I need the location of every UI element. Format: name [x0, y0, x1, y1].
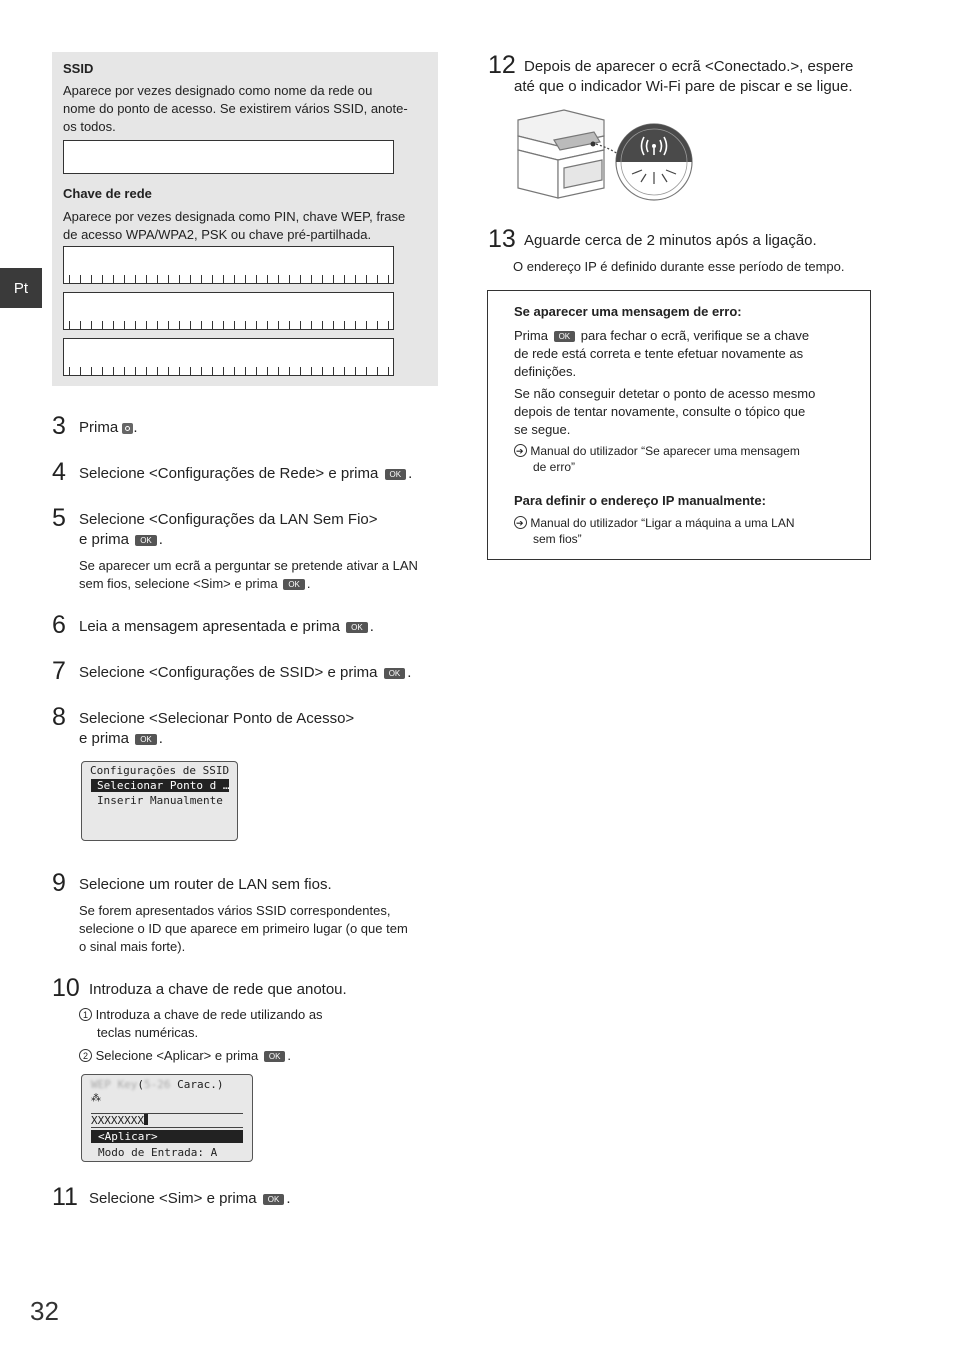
error-paragraph-1: Prima OK para fechar o ecrã, verifique se a chave de rede está correta e tente efetuar novamente as definições. [514, 328, 810, 379]
step-7-text: Selecione <Configurações de SSID> e prima OK . [79, 664, 412, 681]
step-4-text: Selecione <Configurações de Rede> e prima OK . [79, 465, 413, 482]
language-tab: Pt [0, 268, 42, 308]
ssid-title: SSID [63, 61, 94, 76]
ok-button-icon: OK [554, 331, 576, 342]
step-11-number: 11 [52, 1183, 78, 1211]
ok-button-icon: OK [135, 734, 157, 745]
step-13-number: 13 [488, 225, 516, 253]
step-12-number: 12 [488, 51, 516, 79]
ok-button-icon: OK [263, 1194, 285, 1205]
error-paragraph-2: Se não conseguir detetar o ponto de acesso mesmo depois de tentar novamente, consulte o tópico que se segue. [514, 386, 816, 437]
lcd-item-manual-entry[interactable]: Inserir Manualmente [97, 794, 223, 807]
step-13-text: Aguarde cerca de 2 minutos após a ligação. [524, 232, 817, 249]
network-key-field-1 [63, 246, 394, 284]
ok-button-icon: OK [346, 622, 368, 633]
ok-button-icon: OK [385, 469, 407, 480]
reference-arrow-icon [514, 516, 527, 529]
step-5-text: Selecione <Configurações da LAN Sem Fio> e prima OK . [79, 511, 378, 548]
step-5-note: Se aparecer um ecrã a perguntar se pretende ativar a LAN sem fios, selecione <Sim> e prima OK . [79, 558, 418, 591]
step-8-text: Selecione <Selecionar Ponto de Acesso> e prima OK . [79, 710, 355, 747]
error-reference-2: ➔ Manual do utilizador “Ligar a máquina a uma LAN sem fios” [514, 515, 795, 547]
ssid-write-field [63, 140, 394, 174]
step-8-number: 8 [52, 703, 66, 731]
menu-button-icon [122, 423, 133, 434]
step-7-number: 7 [52, 657, 66, 685]
lcd-network-key-screen [81, 1074, 253, 1162]
substep-marker: 1 [79, 1008, 92, 1021]
error-info-box [487, 290, 871, 560]
lcd-title: Configurações de SSID [90, 764, 230, 777]
step-10-text: Introduza a chave de rede que anotou. [89, 981, 347, 998]
record-box [52, 52, 438, 386]
network-key-field-2 [63, 292, 394, 330]
network-key-description: Aparece por vezes designada como PIN, chave WEP, frase de acesso WPA/WPA2, PSK ou chave pré-partilhada. [63, 209, 406, 242]
step-9-text: Selecione um router de LAN sem fios. [79, 876, 332, 893]
step-9-number: 9 [52, 869, 66, 897]
step-5-number: 5 [52, 504, 66, 532]
step-4-number: 4 [52, 458, 66, 486]
page-number: 32 [30, 1296, 59, 1326]
printer-illustration [514, 106, 696, 204]
text-cursor [144, 1114, 148, 1125]
error-reference-1: ➔ Manual do utilizador “Se aparecer uma mensagem de erro” [514, 443, 800, 475]
manual-ip-title: Para definir o endereço IP manualmente: [514, 493, 766, 508]
step-13-note: O endereço IP é definido durante esse período de tempo. [513, 259, 845, 274]
ssid-description: Aparece por vezes designado como nome da rede ou nome do ponto de acesso. Se existirem vários SSID, anote- os todos. [63, 83, 408, 134]
step-10-sub-2: 2 Selecione <Aplicar> e prima OK . [79, 1047, 291, 1065]
network-key-field-3 [63, 338, 394, 376]
ok-button-icon: OK [264, 1051, 286, 1062]
network-key-title: Chave de rede [63, 186, 152, 201]
error-title: Se aparecer uma mensagem de erro: [514, 304, 742, 319]
step-11-text: Selecione <Sim> e prima OK . [89, 1190, 291, 1207]
ok-button-icon: OK [135, 535, 157, 546]
lcd-input-mode[interactable]: Modo de Entrada: A [98, 1146, 218, 1159]
step-3-number: 3 [52, 412, 66, 440]
ok-button-icon: OK [283, 579, 305, 590]
lcd-key-input[interactable]: XXXXXXXX [91, 1113, 243, 1128]
lcd-apply-item[interactable]: <Aplicar> [91, 1130, 243, 1143]
reference-arrow-icon [514, 444, 527, 457]
step-6-text: Leia a mensagem apresentada e prima OK . [79, 618, 374, 635]
step-9-note: Se forem apresentados vários SSID correspondentes, selecione o ID que aparece em primeiro lugar (o que tem o sinal mais forte). [79, 903, 408, 954]
step-12-text-2: até que o indicador Wi-Fi pare de piscar e se ligue. [514, 78, 853, 95]
lcd-ssid-settings-screen [81, 761, 238, 841]
step-12-text: Depois de aparecer o ecrã <Conectado.>, espere [524, 58, 854, 75]
step-3-text: Prima . [79, 419, 138, 436]
step-10-sub-1: 1 Introduza a chave de rede utilizando as teclas numéricas. [79, 1006, 323, 1042]
lcd-key-title: WEP Key(5-26 Carac.) [91, 1078, 224, 1091]
ok-button-icon: OK [384, 668, 406, 679]
step-6-number: 6 [52, 611, 66, 639]
lcd-item-select-access-point[interactable]: Selecionar Ponto d … [91, 779, 229, 792]
step-10-number: 10 [52, 974, 80, 1002]
substep-marker: 2 [79, 1049, 92, 1062]
keypad-icon: ⁂ [91, 1093, 101, 1104]
